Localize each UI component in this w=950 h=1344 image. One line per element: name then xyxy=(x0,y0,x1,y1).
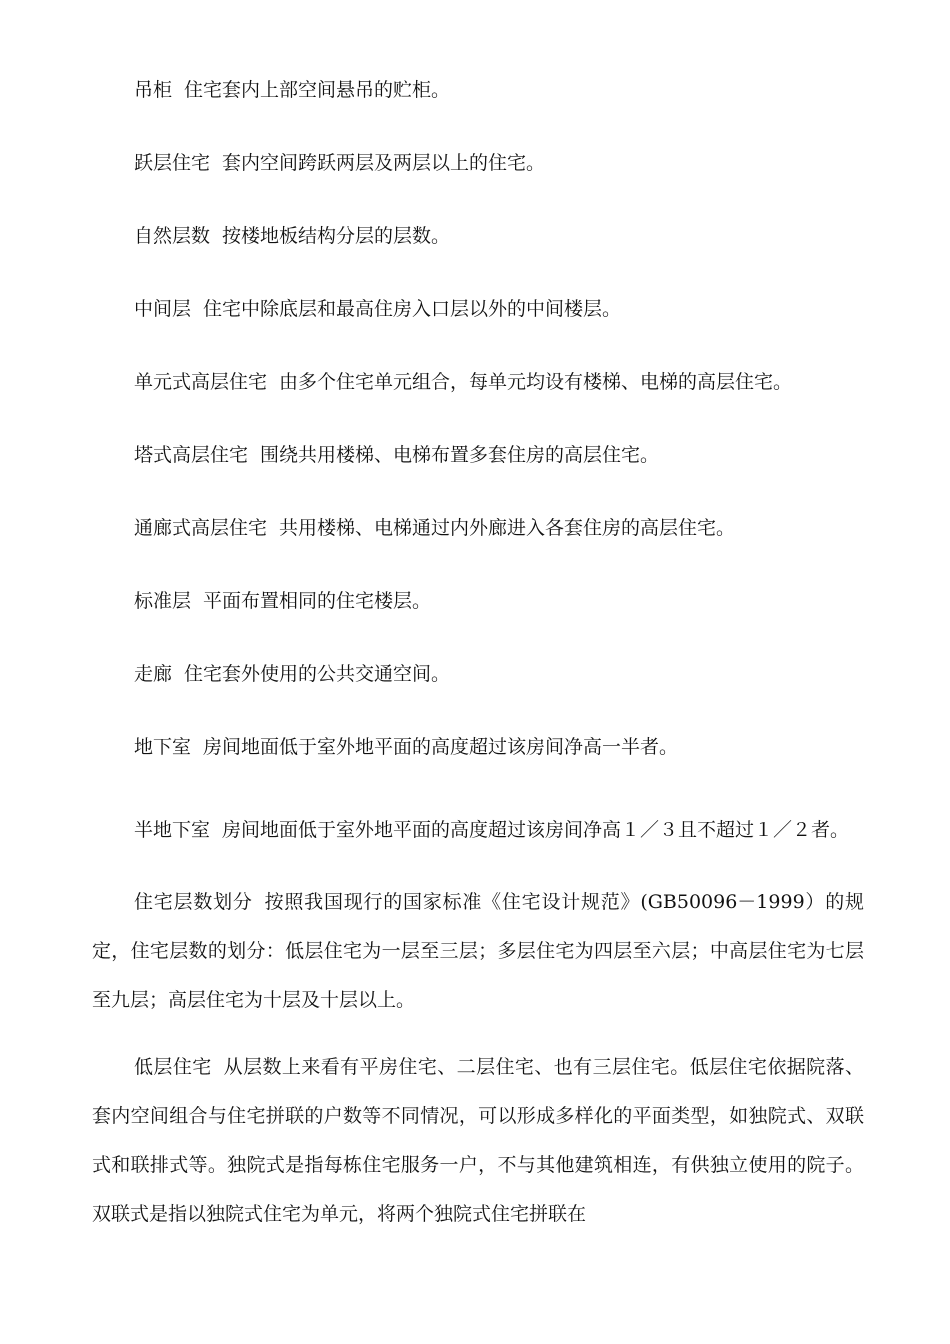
entry-definition: 共用楼梯、电梯通过内外廊进入各套住房的高层住宅。 xyxy=(279,517,736,539)
entry-definition: 按楼地板结构分层的层数。 xyxy=(222,225,451,247)
entry-term: 单元式高层住宅 xyxy=(134,371,268,393)
entry-paragraph xyxy=(92,364,864,400)
entry-paragraph xyxy=(92,878,864,1025)
entry-definition: 房间地面低于室外地平面的高度超过该房间净高一半者。 xyxy=(203,736,679,758)
entry-paragraph xyxy=(92,656,864,692)
entry-paragraph xyxy=(92,218,864,254)
entry-paragraph xyxy=(92,145,864,181)
entry-definition: 房间地面低于室外地平面的高度超过该房间净高１／３且不超过１／２者。 xyxy=(222,819,850,841)
entry-definition: 住宅套外使用的公共交通空间。 xyxy=(184,663,451,685)
entry-paragraph xyxy=(92,437,864,473)
entry-definition: 套内空间跨跃两层及两层以上的住宅。 xyxy=(222,152,546,174)
document-page xyxy=(92,72,864,1257)
entry-term: 通廊式高层住宅 xyxy=(134,517,268,539)
entry-paragraph xyxy=(92,291,864,327)
entry-term: 低层住宅 xyxy=(134,1056,212,1078)
entry-definition: 从层数上来看有平房住宅、二层住宅、也有三层住宅。低层住宅依据院落、套内空间组合与住宅拼联的户数等不同情况，可以形成多样化的平面类型，如独院式、双联式和联排式等。独院式是指每栋住宅服务一户，不与其他建筑相连，有供独立使用的院子。双联式是指以独院式住宅为单元，将两个独院式住宅拼联在 xyxy=(92,1056,864,1225)
entry-term: 走廊 xyxy=(134,663,173,685)
entry-term: 塔式高层住宅 xyxy=(134,444,249,466)
entry-definition: 由多个住宅单元组合，每单元均设有楼梯、电梯的高层住宅。 xyxy=(279,371,793,393)
entry-definition: 按照我国现行的国家标准《住宅设计规范》(GB50096－1999）的规定，住宅层数的划分：低层住宅为一层至三层；多层住宅为四层至六层；中高层住宅为七层至九层；高层住宅为十层及十层以上。 xyxy=(92,891,864,1011)
entry-term: 自然层数 xyxy=(134,225,211,247)
entry-paragraph xyxy=(92,802,864,858)
entry-definition: 住宅中除底层和最高住房入口层以外的中间楼层。 xyxy=(203,298,622,320)
entry-term: 吊柜 xyxy=(134,79,173,101)
entry-term: 地下室 xyxy=(134,736,192,758)
entry-paragraph xyxy=(92,72,864,108)
entry-paragraph xyxy=(92,729,864,765)
entry-paragraph xyxy=(92,1043,864,1239)
entry-definition: 平面布置相同的住宅楼层。 xyxy=(203,590,432,612)
entry-paragraph xyxy=(92,583,864,619)
entry-definition: 住宅套内上部空间悬吊的贮柜。 xyxy=(184,79,451,101)
entry-definition: 围绕共用楼梯、电梯布置多套住房的高层住宅。 xyxy=(260,444,660,466)
entry-term: 半地下室 xyxy=(134,819,211,841)
entry-term: 标准层 xyxy=(134,590,192,612)
entry-term: 住宅层数划分 xyxy=(134,891,253,913)
entry-paragraph xyxy=(92,510,864,546)
entry-term: 中间层 xyxy=(134,298,192,320)
entry-term: 跃层住宅 xyxy=(134,152,211,174)
